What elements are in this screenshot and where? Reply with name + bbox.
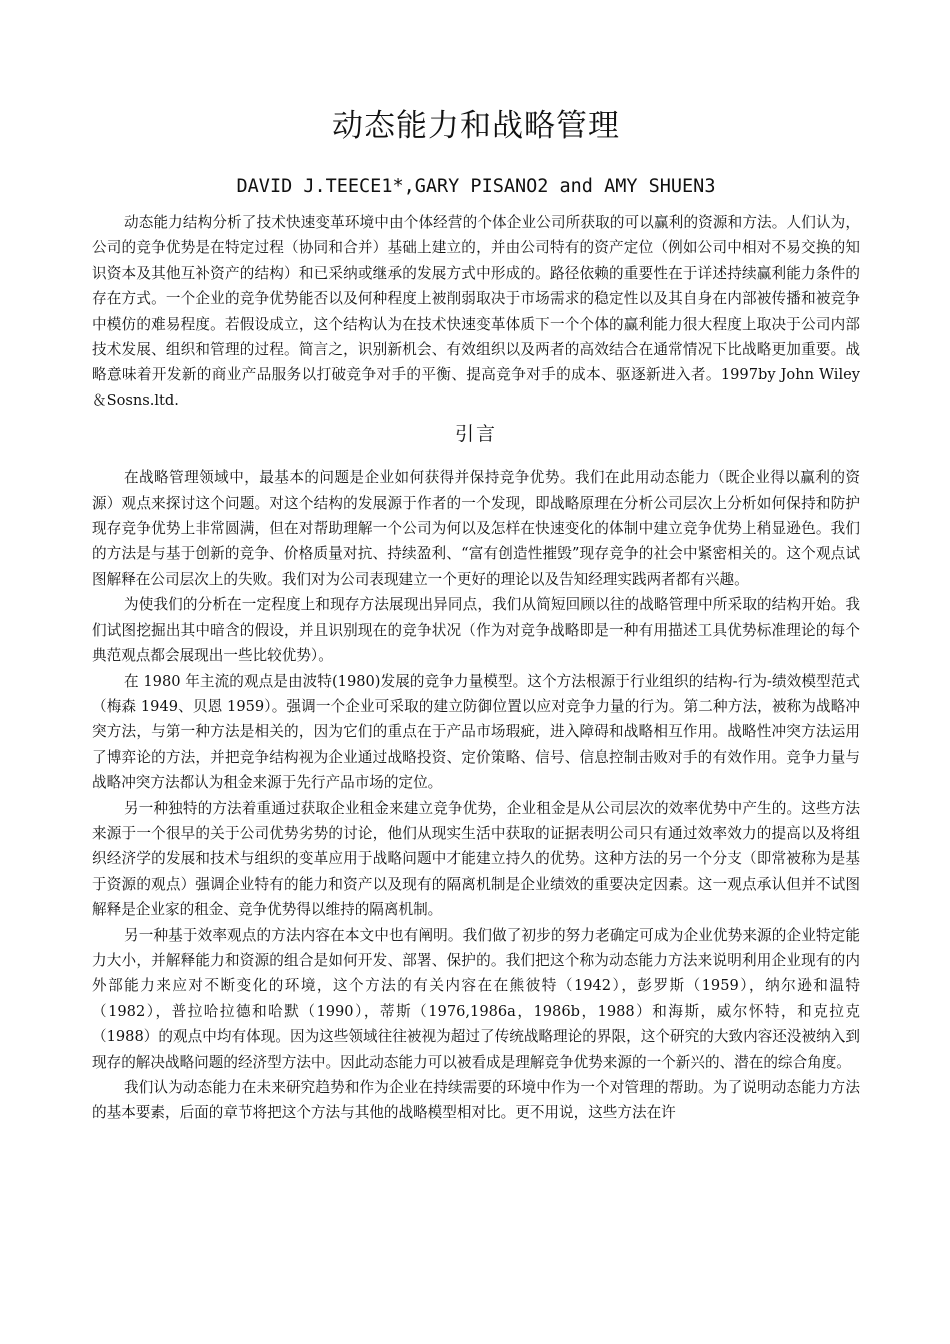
document-page — [92, 100, 860, 1126]
body-paragraph: 在战略管理领域中，最基本的问题是企业如何获得并保持竞争优势。我们在此用动态能力（既企业得以赢利的资源）观点来探讨这个问题。对这个结构的发展源于作者的一个发现，即战略原理在分析公司层次上分析如何保持和防护现存竞争优势上非常圆满，但在对帮助理解一个公司为何以及怎样在快速变化的体制中建立竞争优势上稍显逊色。我们的方法是与基于创新的竞争、价格质量对抗、持续盈利、“富有创造性摧毁”现存竞争的社会中紧密相关的。这个观点试图解释在公司层次上的失败。我们对为公司表现建立一个更好的理论以及告知经理实践两者都有兴趣。 — [92, 469, 860, 588]
paper-title: 动态能力和战略管理 — [332, 108, 620, 144]
paper-authors: DAVID J.TEECE1*,GARY PISANO2 and AMY SHUEN3 — [236, 176, 716, 197]
body-paragraph: 另一种基于效率观点的方法内容在本文中也有阐明。我们做了初步的努力老确定可成为企业优势来源的企业特定能力大小，并解释能力和资源的组合是如何开发、部署、保护的。我们把这个称为动态能力方法来说明利用企业现有的内外部能力来应对不断变化的环境，这个方法的有关内容在在熊彼特（1942），彭罗斯（1959），纳尔逊和温特（1982），普拉哈拉德和哈默（1990），蒂斯（1976,1986a，1986b，1988）和海斯，威尔怀特，和克拉克（1988）的观点中均有体现。因为这些领域往往被视为超过了传统战略理论的界限，这个研究的大致内容还没被纳入到现存的解决战略问题的经济型方法中。因此动态能力可以被看成是理解竞争优势来源的一个新兴的、潜在的综合角度。 — [92, 926, 860, 1071]
section-heading-introduction: 引言 — [454, 423, 497, 446]
body-paragraph: 我们认为动态能力在未来研究趋势和作为企业在持续需要的环境中作为一个对管理的帮助。为了说明动态能力方法的基本要素，后面的章节将把这个方法与其他的战略模型相对比。更不用说，这些方法在许 — [92, 1079, 860, 1122]
body-paragraph: 在 1980 年主流的观点是由波特(1980)发展的竞争力量模型。这个方法根源于行业组织的结构-行为-绩效模型范式（梅森 1949、贝恩 1959）。强调一个企业可采取的建立防御位置以应对竞争力量的行为。第二种方法，被称为战略冲突方法，与第一种方法是相关的，因为它们的重点在于产品市场瑕疵，进入障碍和战略相互作用。战略性冲突方法运用了博弈论的方法，并把竞争结构视为企业通过战略投资、定价策略、信号、信息控制击败对手的有效作用。竞争力量与战略冲突方法都认为租金来源于先行产品市场的定位。 — [92, 672, 860, 792]
body-paragraph: 为使我们的分析在一定程度上和现存方法展现出异同点，我们从简短回顾以往的战略管理中所采取的结构开始。我们试图挖掘出其中暗含的假设，并且识别现在的竞争状况（作为对竞争战略即是一种有用描述工具优势标准理论的每个典范观点都会展现出一些比较优势）。 — [92, 596, 860, 665]
body-paragraph: 另一种独特的方法着重通过获取企业租金来建立竞争优势，企业租金是从公司层次的效率优势中产生的。这些方法来源于一个很早的关于公司优势劣势的讨论，他们从现实生活中获取的证据表明公司只有通过效率效力的提高以及将组织经济学的发展和技术与组织的变革应用于战略问题中才能建立持久的优势。这种方法的另一个分支（即常被称为是基于资源的观点）强调企业特有的能力和资产以及现有的隔离机制是企业绩效的重要决定因素。这一观点承认但并不试图解释是企业家的租金、竞争优势得以维持的隔离机制。 — [92, 799, 860, 919]
abstract-paragraph: 动态能力结构分析了技术快速变革环境中由个体经营的个体企业公司所获取的可以赢利的资源和方法。人们认为，公司的竞争优势是在特定过程（协同和合并）基础上建立的，并由公司特有的资产定位（例如公司中相对不易交换的知识资本及其他互补资产的结构）和已采纳或继承的发展方式中形成的。路径依赖的重要性在于详述持续赢利能力条件的存在方式。一个企业的竞争优势能否以及何种程度上被削弱取决于市场需求的稳定性以及其自身在内部被传播和被竞争中模仿的难易程度。若假设成立，这个结构认为在技术快速变革体质下一个个体的赢利能力很大程度上取决于公司内部技术发展、组织和管理的过程。简言之，识别新机会、有效组织以及两者的高效结合在通常情况下比战略更加重要。战略意味着开发新的商业产品服务以打破竞争对手的平衡、提高竞争对手的成本、驱逐新进入者。1997by John Wiley ＆Sosns.ltd. — [92, 214, 860, 409]
